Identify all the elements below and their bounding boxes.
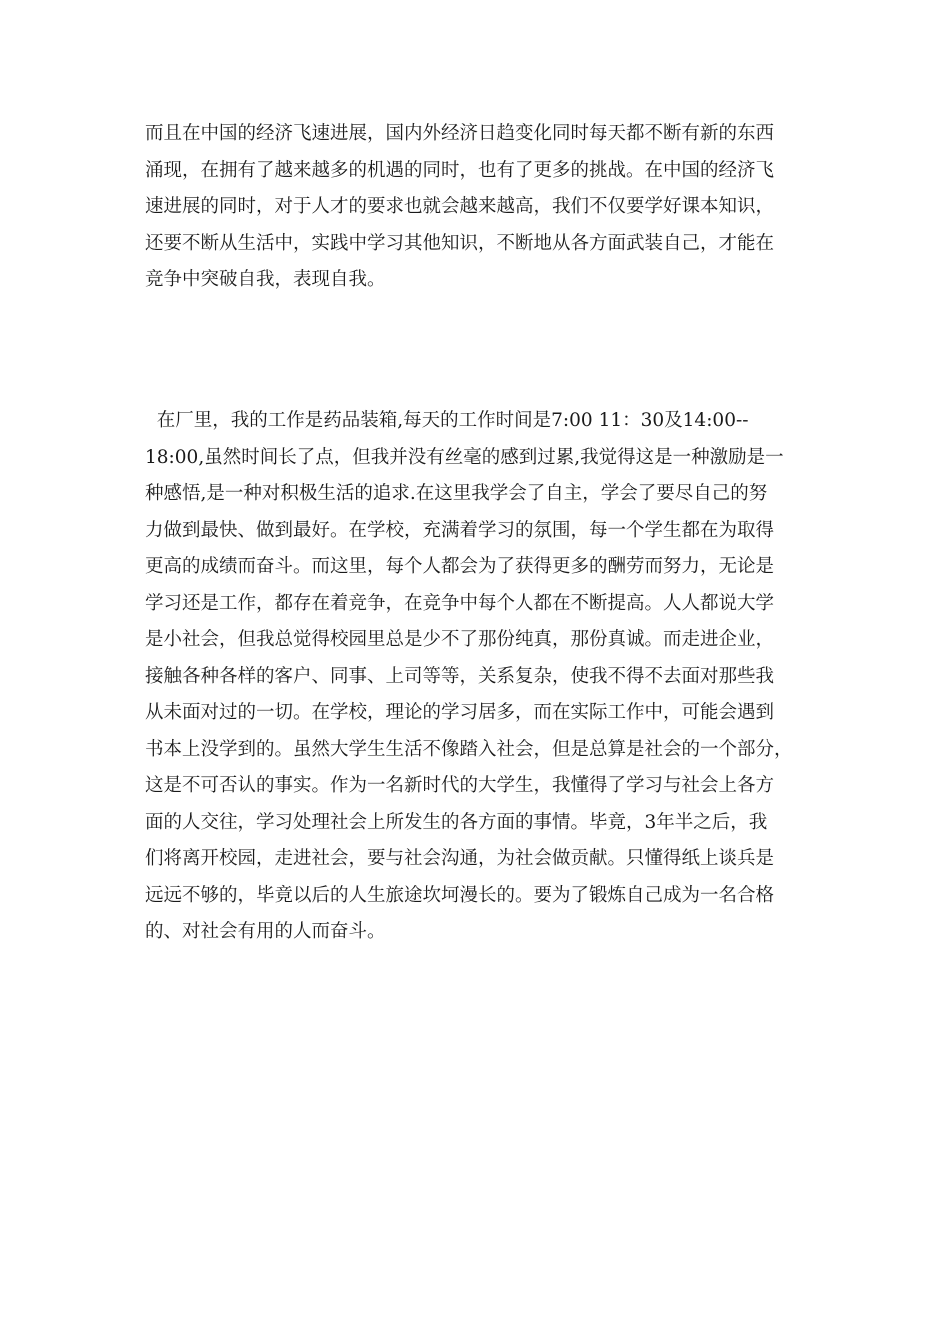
- text-line: 学习还是工作，都存在着竞争，在竞争中每个人都在不断提高。人人都说大学: [145, 592, 775, 614]
- text-line: 还要不断从生活中，实践中学习其他知识，不断地从各方面武装自己，才能在: [145, 232, 775, 254]
- text-line: 从未面对过的一切。在学校，理论的学习居多，而在实际工作中，可能会遇到: [145, 702, 775, 723]
- text-line: 接触各种各样的客户、同事、上司等等，关系复杂，使我不得不去面对那些我: [145, 665, 775, 687]
- text-line: 力做到最快、做到最好。在学校，充满着学习的氛围，每一个学生都在为取得: [145, 519, 775, 541]
- text-line: 在厂里，我的工作是药品装箱,每天的工作时间是7:00 11：30及14:00--: [145, 410, 749, 431]
- text-line: 涌现，在拥有了越来越多的机遇的同时，也有了更多的挑战。在中国的经济飞: [145, 159, 775, 181]
- text-line: 是小社会，但我总觉得校园里总是少不了那份纯真，那份真诚。而走进企业，: [145, 629, 775, 650]
- text-line: 而且在中国的经济飞速进展，国内外经济日趋变化同时每天都不断有新的东西: [145, 123, 775, 144]
- text-line: 书本上没学到的。虽然大学生生活不像踏入社会，但是总算是社会的一个部分，: [145, 738, 793, 760]
- paragraph-2: [145, 403, 805, 951]
- text-line: 速进展的同时，对于人才的要求也就会越来越高，我们不仅要学好课本知识，: [145, 196, 775, 217]
- text-line: 的、对社会有用的人而奋斗。: [145, 921, 386, 942]
- paragraph-1: [145, 116, 805, 299]
- text-line: 们将离开校园，走进社会，要与社会沟通，为社会做贡献。只懂得纸上谈兵是: [145, 848, 775, 869]
- text-line: 远远不够的，毕竟以后的人生旅途坎坷漫长的。要为了锻炼自己成为一名合格: [145, 884, 775, 906]
- text-line: 面的人交往，学习处理社会上所发生的各方面的事情。毕竟，3年半之后，我: [145, 811, 768, 833]
- text-line: 种感悟,是一种对积极生活的追求.在这里我学会了自主，学会了要尽自己的努: [145, 483, 768, 504]
- text-line: 竞争中突破自我，表现自我。: [145, 269, 386, 290]
- text-line: 这是不可否认的事实。作为一名新时代的大学生，我懂得了学习与社会上各方: [145, 775, 775, 796]
- text-line: 更高的成绩而奋斗。而这里，每个人都会为了获得更多的酬劳而努力，无论是: [145, 556, 775, 577]
- text-line: 18:00,虽然时间长了点，但我并没有丝毫的感到过累,我觉得这是一种激励是一: [145, 446, 784, 468]
